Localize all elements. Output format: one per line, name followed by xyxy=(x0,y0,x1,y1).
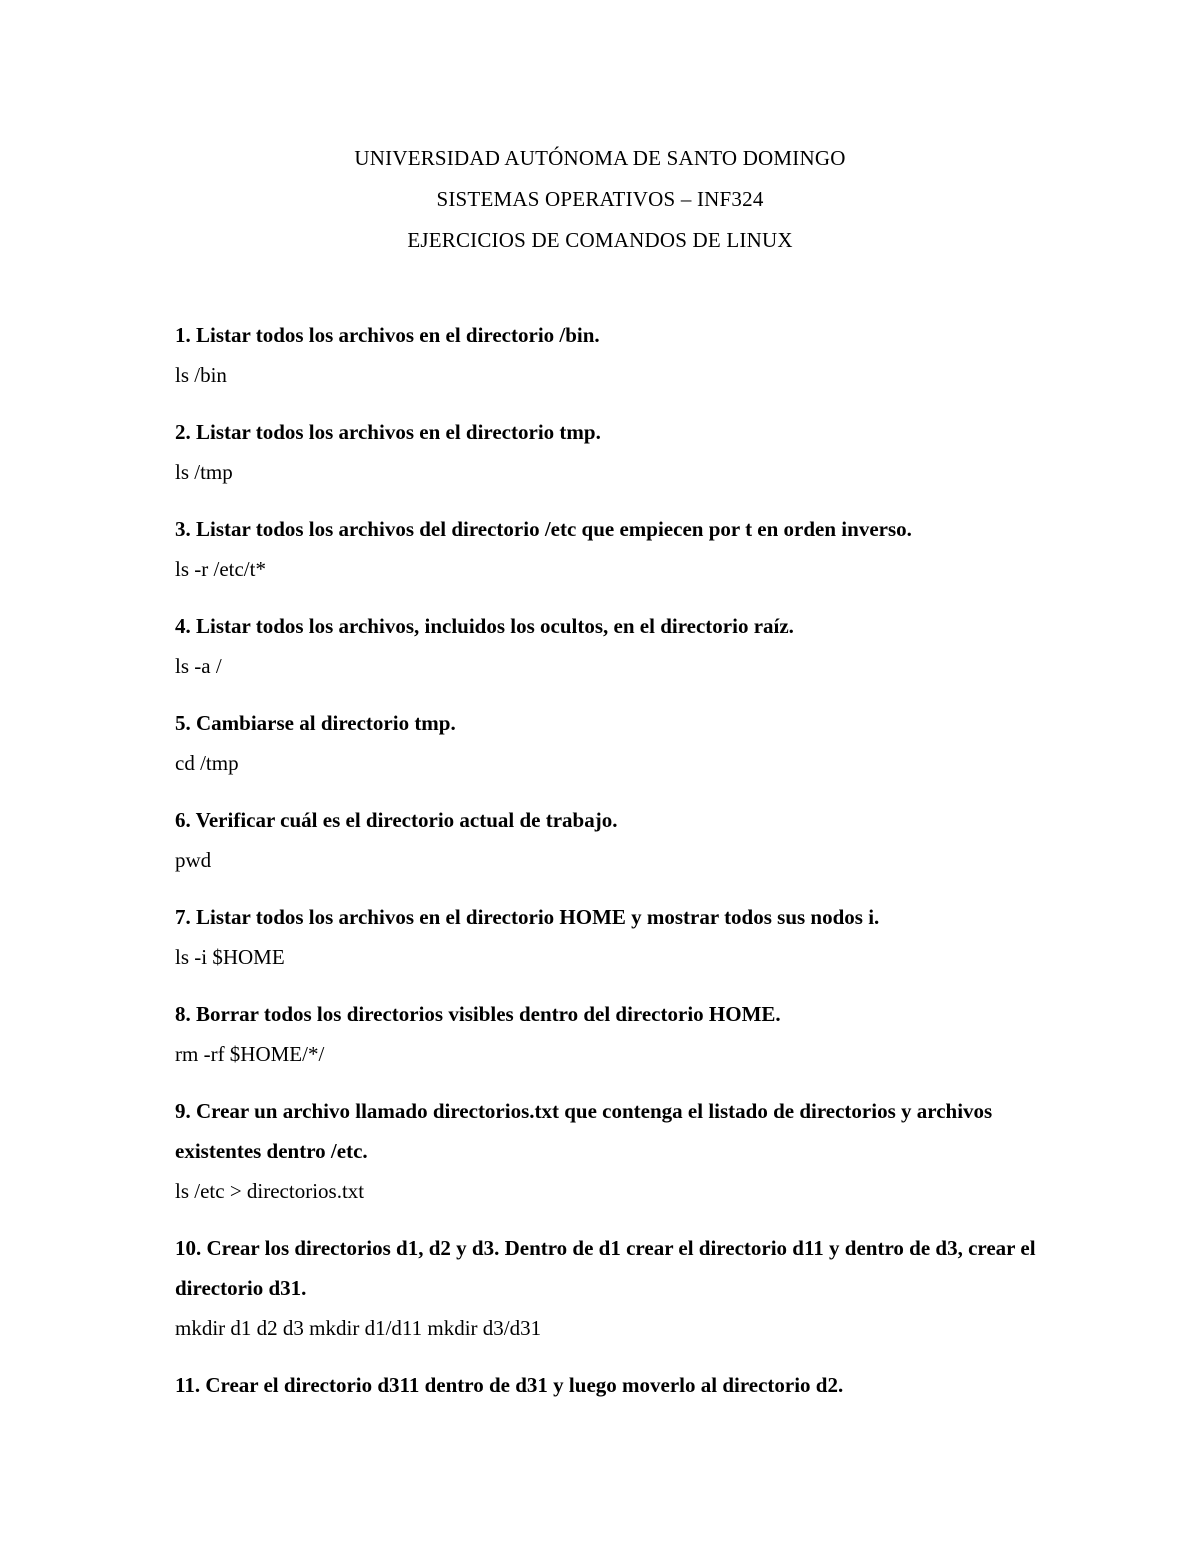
exercise-answer: ls /etc > directorios.txt xyxy=(175,1179,365,1203)
exercise-answer: mkdir d1 d2 d3 mkdir d1/d11 mkdir d3/d31 xyxy=(175,1316,542,1340)
exercise-answer: ls /bin xyxy=(175,363,227,387)
exercise-question: 7. Listar todos los archivos en el directorio HOME y mostrar todos sus nodos i. xyxy=(175,905,880,929)
exercise-item xyxy=(175,800,1045,880)
exercise-question: 6. Verificar cuál es el directorio actual de trabajo. xyxy=(175,808,618,832)
exercise-answer: ls -a / xyxy=(175,654,222,678)
exercise-item xyxy=(175,1365,1045,1405)
exercise-item xyxy=(175,897,1045,977)
exercise-question: 5. Cambiarse al directorio tmp. xyxy=(175,711,456,735)
exercise-answer: ls /tmp xyxy=(175,460,233,484)
exercise-question: 10. Crear los directorios d1, d2 y d3. Dentro de d1 crear el directorio d11 y dentro de d3, crear el directorio d31. xyxy=(175,1236,1036,1300)
exercise-item xyxy=(175,315,1045,395)
exercise-item xyxy=(175,1091,1045,1211)
document-title: EJERCICIOS DE COMANDOS DE LINUX xyxy=(407,228,793,252)
exercise-item xyxy=(175,1228,1045,1348)
exercise-answer: ls -r /etc/t* xyxy=(175,557,266,581)
exercise-question: 9. Crear un archivo llamado directorios.txt que contenga el listado de directorios y archivos existentes dentro /etc. xyxy=(175,1099,993,1163)
exercise-item xyxy=(175,606,1045,686)
course-name: SISTEMAS OPERATIVOS – INF324 xyxy=(436,187,764,211)
exercise-question: 4. Listar todos los archivos, incluidos los ocultos, en el directorio raíz. xyxy=(175,614,794,638)
exercise-question: 1. Listar todos los archivos en el directorio /bin. xyxy=(175,323,600,347)
exercise-question: 3. Listar todos los archivos del directorio /etc que empiecen por t en orden inverso. xyxy=(175,517,912,541)
exercise-answer: pwd xyxy=(175,848,212,872)
exercise-item xyxy=(175,994,1045,1074)
document-header xyxy=(0,138,1200,261)
exercise-answer: cd /tmp xyxy=(175,751,239,775)
exercise-item xyxy=(175,703,1045,783)
exercise-question: 8. Borrar todos los directorios visibles dentro del directorio HOME. xyxy=(175,1002,781,1026)
exercise-answer: ls -i $HOME xyxy=(175,945,285,969)
exercise-list xyxy=(175,315,1045,1422)
exercise-question: 11. Crear el directorio d311 dentro de d31 y luego moverlo al directorio d2. xyxy=(175,1373,844,1397)
exercise-question: 2. Listar todos los archivos en el directorio tmp. xyxy=(175,420,601,444)
university-name: UNIVERSIDAD AUTÓNOMA DE SANTO DOMINGO xyxy=(354,146,846,170)
exercise-item xyxy=(175,509,1045,589)
exercise-item xyxy=(175,412,1045,492)
exercise-answer: rm -rf $HOME/*/ xyxy=(175,1042,325,1066)
